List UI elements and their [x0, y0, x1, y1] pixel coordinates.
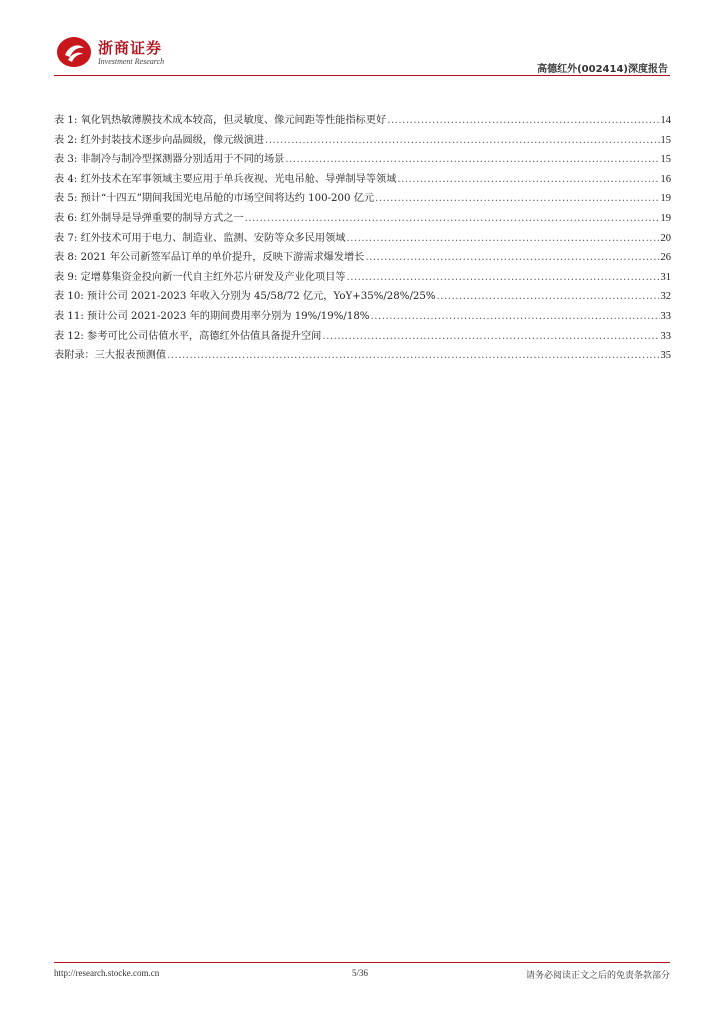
- toc-entry-label: 表 1: 氧化钒热敏薄膜技术成本较高，但灵敏度、像元间距等性能指标更好: [54, 115, 387, 126]
- toc-entry[interactable]: [54, 150, 671, 170]
- brand-name-cn: 浙商证券: [98, 39, 163, 57]
- toc-leader-dots: [346, 272, 659, 283]
- toc-leader-dots: [346, 233, 659, 244]
- toc-entry[interactable]: [54, 209, 671, 229]
- toc-entry-page: 32: [660, 291, 671, 303]
- toc-leader-dots: [387, 115, 659, 126]
- toc-entry-label: 表 4: 红外技术在军事领域主要应用于单兵夜视、光电吊舱、导弹制导等领域: [54, 173, 397, 185]
- toc-entry-label: 表 6: 红外制导是导弹重要的制导方式之一: [54, 212, 244, 224]
- toc-entry-label: 表附录：三大报表预测值: [54, 350, 167, 362]
- toc-entry-page: 31: [660, 271, 671, 283]
- toc-entry-label: 表 9: 定增募集资金投向新一代自主红外芯片研发及产业化项目等: [54, 271, 346, 283]
- toc-entry[interactable]: [54, 131, 671, 151]
- table-of-tables: [54, 111, 671, 366]
- toc-entry-label: 表 10: 预计公司 2021-2023 年收入分别为 45/58/72 亿元，YoY+35%/28%/25%: [54, 291, 436, 303]
- brand-name-en: Investment Research: [98, 57, 165, 66]
- toc-entry-label: 表 2: 红外封装技术逐步向晶圆级，像元级演进: [54, 134, 264, 146]
- toc-entry[interactable]: [54, 307, 671, 327]
- toc-entry-page: 19: [660, 193, 671, 205]
- toc-entry-label: 表 7: 红外技术可用于电力、制造业、监测、安防等众多民用领域: [54, 232, 346, 244]
- toc-entry-page: 20: [660, 232, 671, 244]
- toc-entry[interactable]: [54, 346, 671, 366]
- toc-entry-label: 表 5: 预计“十四五”期间我国光电吊舱的市场空间将达约 100-200 亿元: [54, 193, 375, 205]
- toc-leader-dots: [437, 291, 660, 302]
- report-title: 高德红外(002414)深度报告: [537, 64, 668, 75]
- toc-leader-dots: [397, 174, 659, 185]
- toc-leader-dots: [245, 213, 660, 224]
- toc-leader-dots: [375, 193, 659, 204]
- footer-disclaimer: 请务必阅读正文之后的免责条款部分: [525, 971, 670, 981]
- toc-entry-page: 15: [660, 154, 671, 166]
- toc-entry[interactable]: [54, 248, 671, 268]
- toc-entry-page: 35: [660, 350, 671, 362]
- toc-entry[interactable]: [54, 268, 671, 288]
- toc-entry-page: 26: [660, 252, 671, 264]
- header-divider: [54, 75, 670, 76]
- footer-url[interactable]: http://research.stocke.com.cn: [54, 968, 160, 978]
- toc-entry-page: 33: [660, 310, 671, 322]
- page-number: 5/36: [352, 968, 369, 978]
- toc-entry-page: 19: [660, 212, 671, 224]
- toc-entry[interactable]: [54, 189, 671, 209]
- toc-leader-dots: [285, 154, 659, 165]
- toc-entry-page: 14: [660, 115, 671, 126]
- toc-leader-dots: [365, 252, 659, 263]
- toc-leader-dots: [322, 331, 659, 342]
- toc-entry[interactable]: [54, 229, 671, 249]
- brand-logo: [55, 35, 93, 69]
- toc-entry-page: 16: [660, 173, 671, 185]
- footer-divider: [54, 962, 670, 963]
- toc-entry[interactable]: [54, 287, 671, 307]
- toc-entry-label: 表 12: 参考可比公司估值水平，高德红外估值具备提升空间: [54, 330, 322, 342]
- toc-entry[interactable]: [54, 111, 671, 131]
- toc-entry[interactable]: [54, 327, 671, 347]
- toc-leader-dots: [167, 350, 659, 361]
- toc-entry-label: 表 3: 非制冷与制冷型探测器分别适用于不同的场景: [54, 154, 285, 166]
- toc-leader-dots: [371, 311, 660, 322]
- toc-leader-dots: [265, 135, 660, 146]
- toc-entry[interactable]: [54, 170, 671, 190]
- toc-entry-label: 表 11: 预计公司 2021-2023 年的期间费用率分别为 19%/19%/18%: [54, 310, 370, 322]
- toc-entry-label: 表 8: 2021 年公司新签军品订单的单价提升，反映下游需求爆发增长: [54, 252, 365, 264]
- toc-entry-page: 33: [660, 330, 671, 342]
- toc-entry-page: 15: [660, 134, 671, 146]
